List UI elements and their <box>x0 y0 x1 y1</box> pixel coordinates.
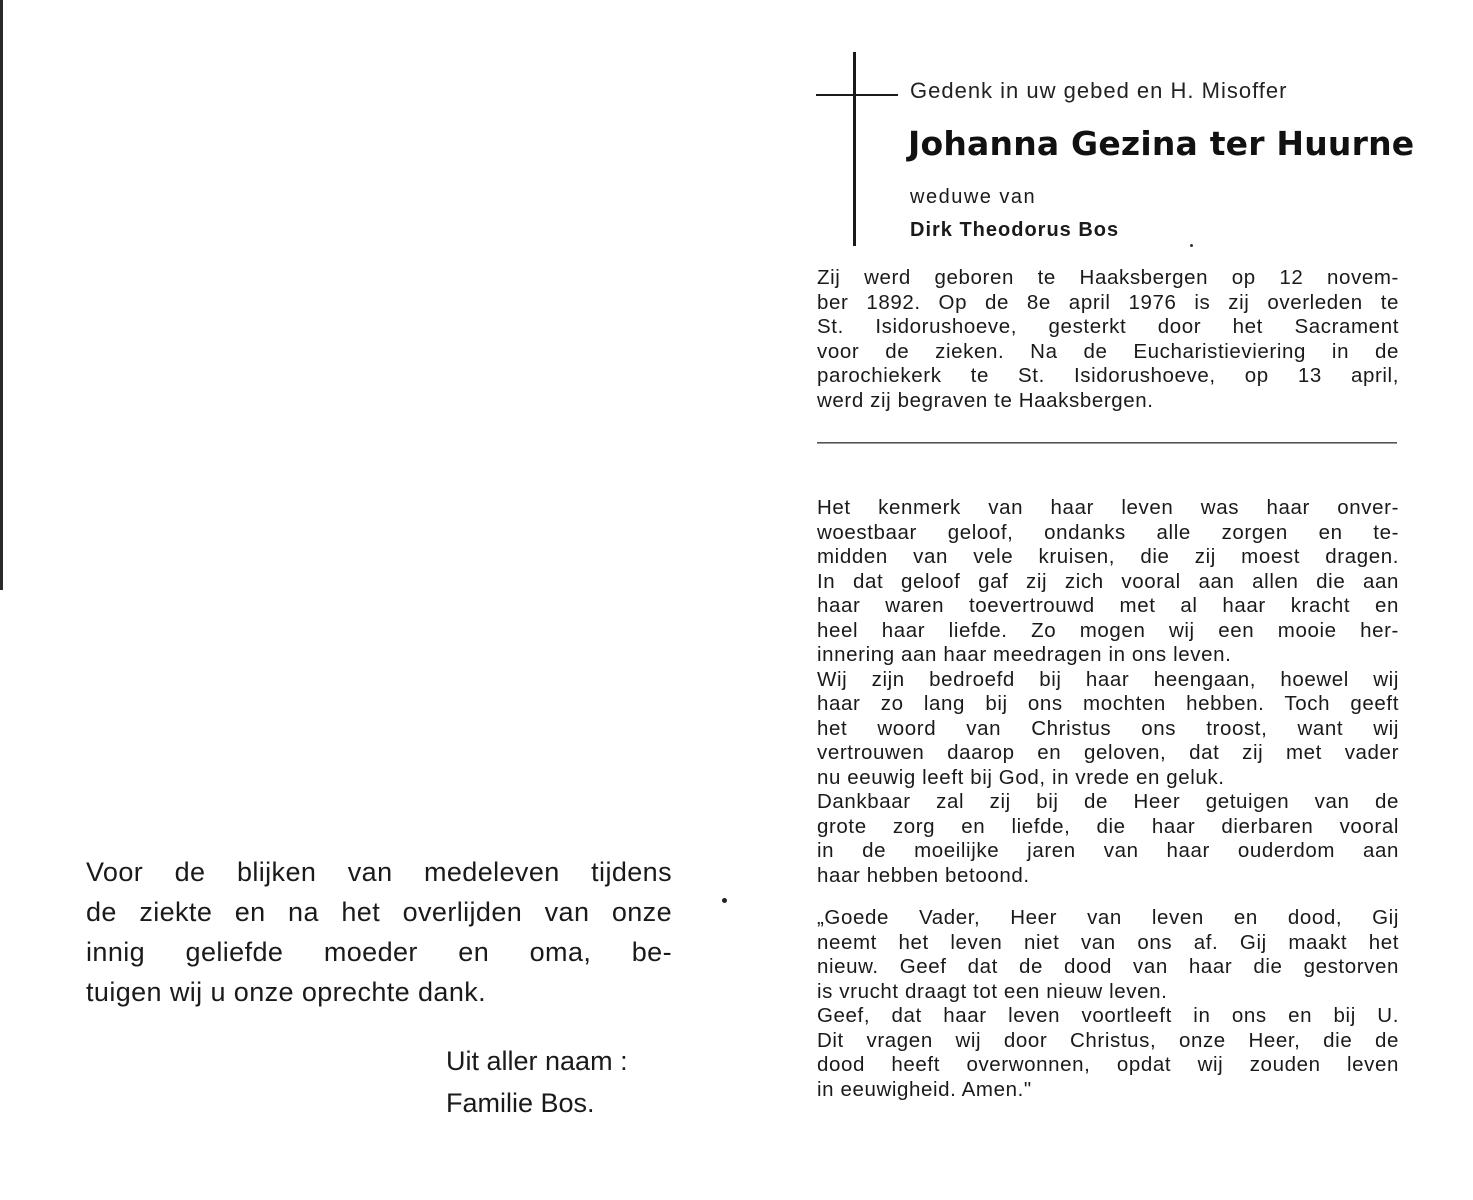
bio-line: parochiekerk te St. Isidorushoeve, op 13 april, <box>817 364 1399 387</box>
prayer-text <box>817 906 1399 1102</box>
prayer-line: Geef, dat haar leven voortleeft in ons en bij U. <box>817 1004 1399 1027</box>
husband-name: Dirk Theodorus Bos <box>910 219 1120 241</box>
prayer-line: in eeuwigheid. Amen." <box>817 1077 1032 1101</box>
cross-icon <box>853 52 856 246</box>
print-speck <box>1190 244 1193 247</box>
thanks-line: Voor de blijken van medeleven tijdens <box>86 857 672 887</box>
bio-line: ber 1892. Op de 8e april 1976 is zij overleden te <box>817 290 1399 314</box>
bio-line: St. Isidorushoeve, gesterkt door het Sacrament <box>817 315 1399 338</box>
signoff <box>446 1040 628 1124</box>
tribute-line: In dat geloof gaf zij zich vooral aan allen die aan <box>817 569 1399 593</box>
thanks-message <box>86 852 672 1012</box>
signoff-family: Familie Bos. <box>446 1088 595 1118</box>
tribute-line: heel haar liefde. Zo mogen wij een mooie her- <box>817 618 1399 642</box>
thanks-line: tuigen wij u onze oprechte dank. <box>86 977 487 1007</box>
signoff-line: Uit aller naam : <box>446 1046 628 1076</box>
tribute-line: Wij zijn bedroefd bij haar heengaan, hoewel wij <box>817 667 1399 691</box>
divider <box>817 442 1397 444</box>
tribute-line: nu eeuwig leeft bij God, in vrede en geluk. <box>817 765 1225 789</box>
prayer-line: neemt het leven niet van ons af. Gij maakt het <box>817 930 1399 954</box>
thanks-line: innig geliefde moeder en oma, be- <box>86 937 672 967</box>
print-speck <box>722 898 727 903</box>
tribute-line: haar zo lang bij ons mochten hebben. Toch geeft <box>817 692 1399 715</box>
tribute-line: haar hebben betoond. <box>817 863 1030 887</box>
prayer-line: nieuw. Geef dat de dood van haar die gestorven <box>817 955 1399 978</box>
tribute-line: innering aan haar meedragen in ons leven. <box>817 643 1232 666</box>
tribute-line: in de moeilijke jaren van haar ouderdom aan <box>817 839 1399 862</box>
bio-line: werd zij begraven te Haaksbergen. <box>817 388 1154 412</box>
tribute-line: het woord van Christus ons troost, want wij <box>817 716 1399 740</box>
prayer-line: „Goede Vader, Heer van leven en dood, Gij <box>817 906 1399 929</box>
thanks-line: de ziekte en na het overlijden van onze <box>86 897 672 927</box>
tribute-line: grote zorg en liefde, die haar dierbaren vooral <box>817 814 1399 838</box>
tribute-line: vertrouwen daarop en geloven, dat zij met vader <box>817 741 1399 764</box>
tribute-text <box>817 496 1399 888</box>
bio-line: voor de zieken. Na de Eucharistieviering in de <box>817 339 1399 363</box>
deceased-name: Johanna Gezina ter Huurne <box>908 124 1415 163</box>
cross-icon-bar <box>816 94 898 96</box>
prayer-line: is vrucht draagt tot een nieuw leven. <box>817 979 1168 1003</box>
page-edge <box>0 0 3 590</box>
prayer-line: Dit vragen wij door Christus, onze Heer, die de <box>817 1028 1399 1052</box>
remembrance-header: Gedenk in uw gebed en H. Misoffer <box>910 78 1288 103</box>
tribute-line: haar waren toevertrouwd met al haar kracht en <box>817 594 1399 617</box>
biography <box>817 266 1399 413</box>
bio-line: Zij werd geboren te Haaksbergen op 12 novem- <box>817 266 1399 289</box>
tribute-line: woestbaar geloof, ondanks alle zorgen en te- <box>817 520 1399 544</box>
tribute-line: Dankbaar zal zij bij de Heer getuigen van de <box>817 790 1399 813</box>
tribute-line: Het kenmerk van haar leven was haar onver- <box>817 496 1399 519</box>
tribute-line: midden van vele kruisen, die zij moest dragen. <box>817 545 1399 568</box>
widow-of-label: weduwe van <box>910 186 1037 208</box>
prayer-line: dood heeft overwonnen, opdat wij zouden leven <box>817 1053 1399 1076</box>
